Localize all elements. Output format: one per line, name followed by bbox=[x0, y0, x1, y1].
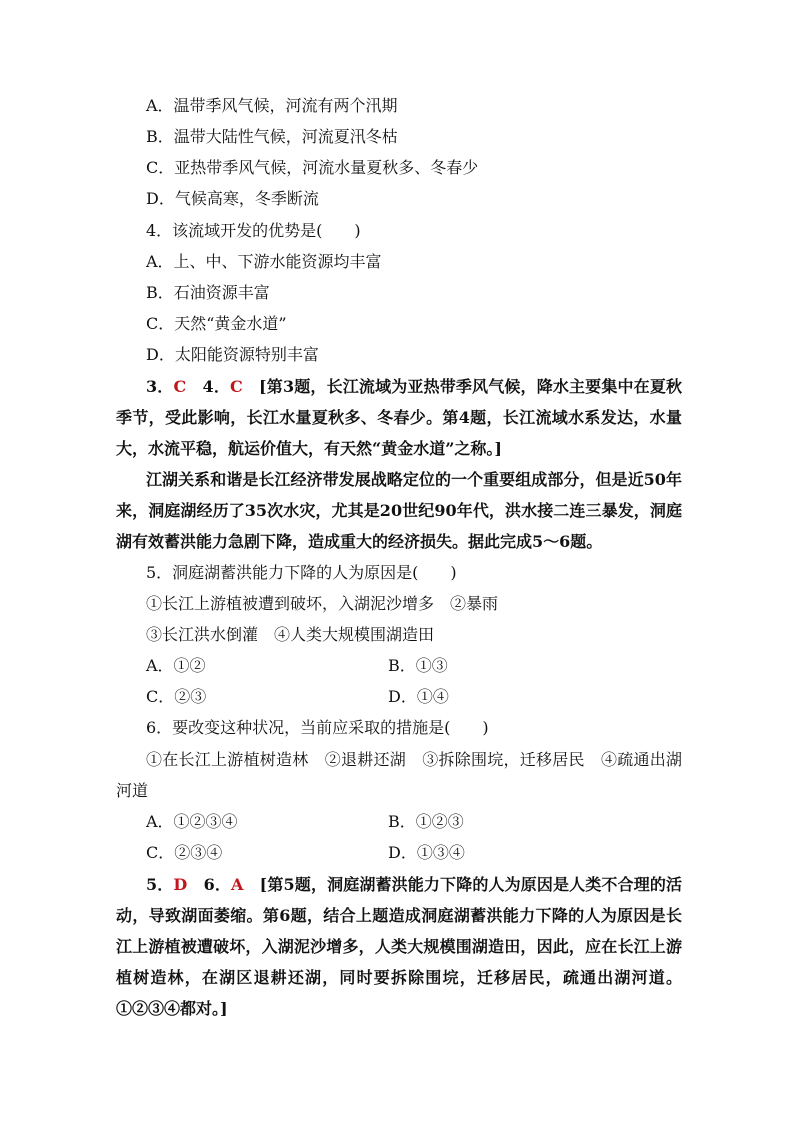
q5-option-d: D．①④ bbox=[388, 687, 449, 706]
answer-4-number: 4． bbox=[186, 377, 230, 396]
answer-6-letter: A bbox=[230, 875, 244, 894]
q3-option-b: B．温带大陆性气候，河流夏汛冬枯 bbox=[146, 127, 398, 146]
q6-items: ①在长江上游植树造林 ②退耕还湖 ③拆除围垸，迁移居民 ④疏通出湖河道 bbox=[116, 750, 682, 800]
q5-stem: 5．洞庭湖蓄洪能力下降的人为原因是( ) bbox=[146, 563, 457, 582]
answer-5-number: 5． bbox=[146, 875, 174, 894]
answer-3-4 bbox=[116, 371, 682, 464]
q6-stem: 6．要改变这种状况，当前应采取的措施是( ) bbox=[146, 718, 489, 737]
q3-option-a: A．温带季风气候，河流有两个汛期 bbox=[146, 96, 398, 115]
q4-option-d: D．太阳能资源特别丰富 bbox=[146, 345, 319, 364]
q6-option-a: A．①②③④ bbox=[146, 812, 238, 831]
answer-5-letter: D bbox=[173, 875, 188, 894]
q5-items-line1: ①长江上游植被遭到破坏，入湖泥沙增多 ②暴雨 bbox=[146, 594, 499, 613]
q6-option-d: D．①③④ bbox=[388, 843, 465, 862]
q4-option-a: A．上、中、下游水能资源均丰富 bbox=[146, 252, 382, 271]
answer-6-number: 6． bbox=[187, 875, 231, 894]
q5-option-a: A．①② bbox=[146, 656, 206, 675]
q6-option-c: C．②③④ bbox=[146, 843, 223, 862]
passage: 江湖关系和谐是长江经济带发展战略定位的一个重要组成部分，但是近50年来，洞庭湖经历了35次水灾，尤其是20世纪90年代，洪水接二连三暴发，洞庭湖有效蓄洪能力急剧下降，造成重大的经济损失。据此完成5～6题。 bbox=[116, 470, 682, 551]
answer-4-letter: C bbox=[230, 377, 243, 396]
answer-5-6-explanation: [第5题，洞庭湖蓄洪能力下降的人为原因是人类不合理的活动，导致湖面萎缩。第6题，结合上题造成洞庭湖蓄洪能力下降的人为原因是长江上游植被遭破坏，入湖泥沙增多，人类大规模围湖造田，因此，应在长江上游植树造林，在湖区退耕还湖，同时要拆除围垸，迁移居民，疏通出湖河道。①②③④都对。] bbox=[116, 875, 682, 1018]
answer-3-letter: C bbox=[173, 377, 187, 396]
q4-stem: 4．该流域开发的优势是( ) bbox=[146, 221, 361, 240]
q5-option-b: B．①③ bbox=[388, 656, 448, 675]
q3-option-c: C．亚热带季风气候，河流水量夏秋多、冬春少 bbox=[146, 158, 479, 177]
answer-5-6 bbox=[116, 869, 682, 1024]
q4-option-c: C．天然“黄金水道” bbox=[146, 314, 287, 333]
answer-3-4-explanation: [第3题，长江流域为亚热带季风气候，降水主要集中在夏秋季节，受此影响，长江水量夏秋多、冬春少。第4题，长江流域水系发达，水量大，水流平稳，航运价值大，有天然“黄金水道”之称。] bbox=[116, 377, 682, 458]
answer-3-number: 3． bbox=[146, 377, 174, 396]
q6-option-b: B．①②③ bbox=[388, 812, 464, 831]
q5-items-line2: ③长江洪水倒灌 ④人类大规模围湖造田 bbox=[146, 625, 435, 644]
q3-option-d: D．气候高寒，冬季断流 bbox=[146, 189, 319, 208]
q5-option-c: C．②③ bbox=[146, 687, 207, 706]
q4-option-b: B．石油资源丰富 bbox=[146, 283, 270, 302]
